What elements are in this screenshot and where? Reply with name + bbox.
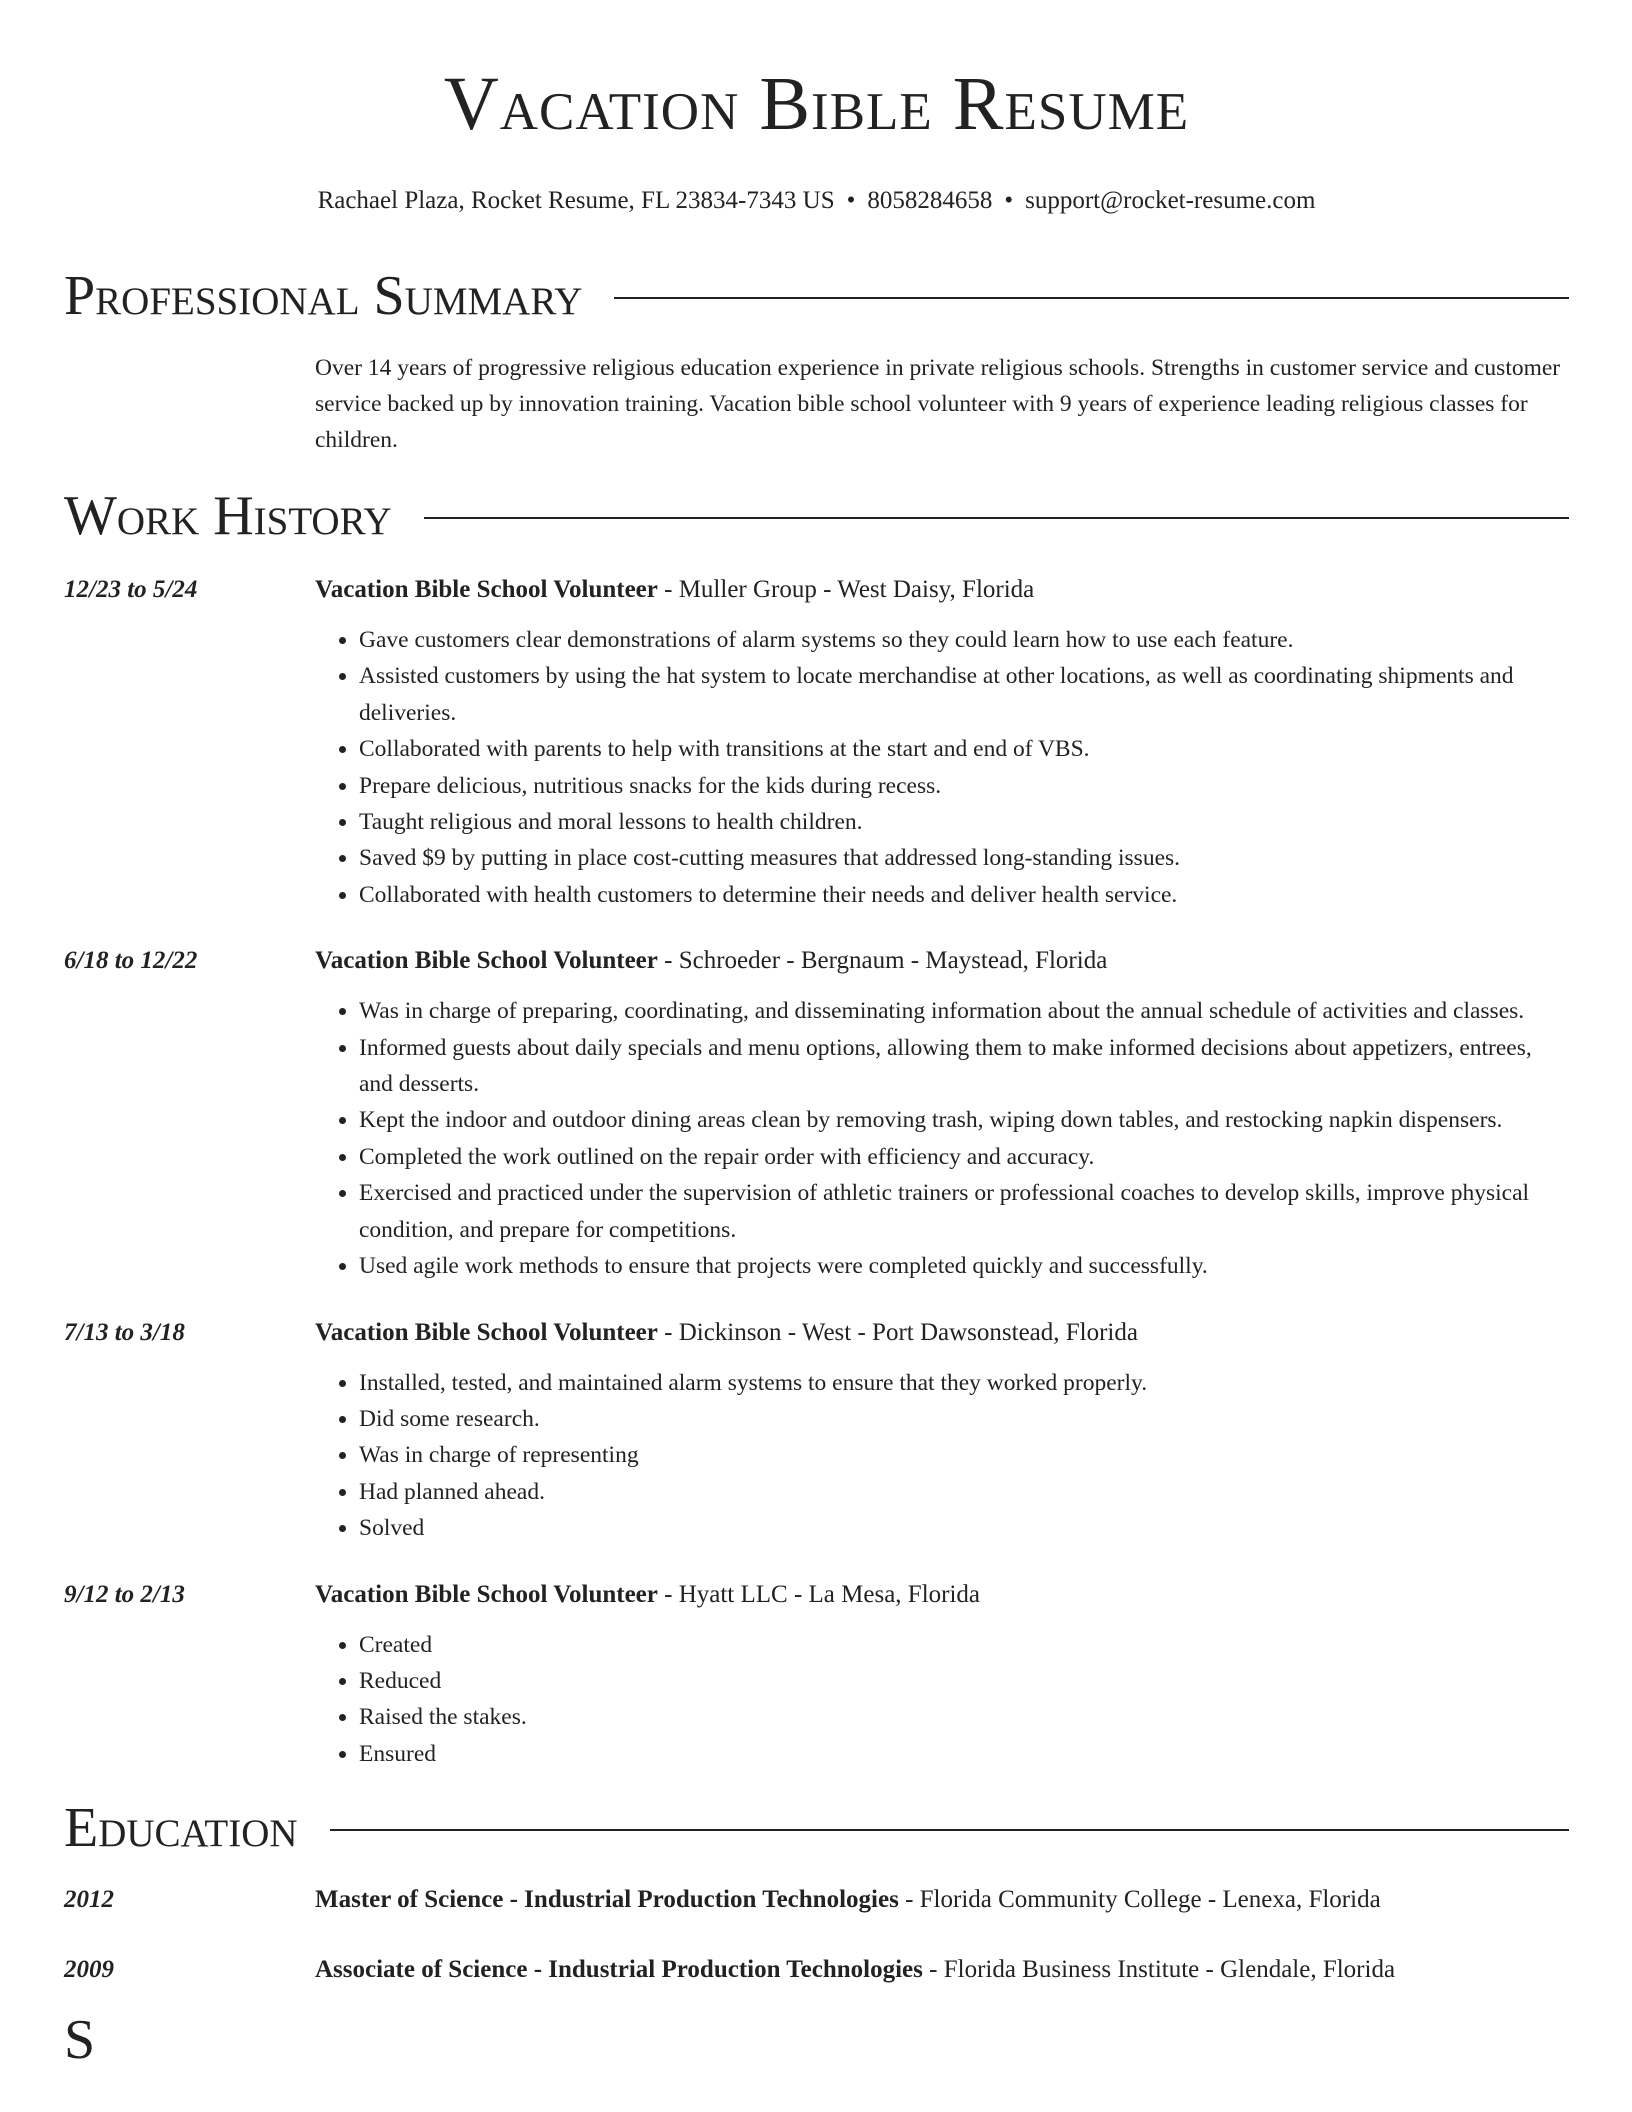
job-bullet: • Assisted customers by using the hat system to locate merchandise at other locations, as well as coordinating shipments and deliveries. bbox=[359, 658, 1569, 731]
education-degree: Master of Science - Industrial Production Technologies bbox=[315, 1886, 899, 1914]
section-divider bbox=[614, 297, 1569, 299]
job-bullet: • Created bbox=[359, 1627, 1569, 1663]
job-bullet: • Had planned ahead. bbox=[359, 1474, 1569, 1510]
job-details bbox=[315, 943, 1569, 1284]
job-title-line bbox=[315, 1577, 1569, 1613]
job-bullet: • Saved $9 by putting in place cost-cutting measures that addressed long-standing issues. bbox=[359, 840, 1569, 876]
job-bullet: • Informed guests about daily specials and menu options, allowing them to make informed decisions about appetizers, entrees, and desserts. bbox=[359, 1030, 1569, 1103]
job-title-line bbox=[315, 943, 1569, 979]
summary-text: Over 14 years of progressive religious education experience in private religious schools. Strengths in customer service and customer service backed up by innovation training. Vacation bible school volunteer with 9 years of experience leading religious classes for children. bbox=[315, 355, 1561, 453]
job-company: - Hyatt LLC - La Mesa, Florida bbox=[657, 1580, 981, 1608]
job-bullet: • Ensured bbox=[359, 1736, 1569, 1772]
job-title: Vacation Bible School Volunteer bbox=[315, 1318, 658, 1346]
job-details bbox=[315, 572, 1569, 913]
contact-phone: 8058284658 bbox=[867, 187, 993, 214]
job-details bbox=[315, 1577, 1569, 1773]
work-heading: Work History bbox=[64, 485, 392, 547]
job-bullet: • Reduced bbox=[359, 1663, 1569, 1699]
job-title-line bbox=[315, 1315, 1569, 1351]
job-title: Vacation Bible School Volunteer bbox=[315, 576, 658, 603]
job-bullet: • Installed, tested, and maintained alarm systems to ensure that they worked properly. bbox=[359, 1365, 1569, 1401]
job-entry bbox=[64, 1577, 1569, 1773]
job-details bbox=[315, 1315, 1569, 1547]
job-bullet: • Did some research. bbox=[359, 1401, 1569, 1437]
education-degree: Associate of Science - Industrial Production Technologies bbox=[315, 1956, 923, 1984]
contact-email: support@rocket-resume.com bbox=[1025, 187, 1316, 214]
job-bullet: • Prepare delicious, nutritious snacks for the kids during recess. bbox=[359, 768, 1569, 804]
job-bullet: • Collaborated with parents to help with transitions at the start and end of VBS. bbox=[359, 731, 1569, 767]
job-bullet-list bbox=[315, 1365, 1569, 1547]
section-divider bbox=[330, 1829, 1569, 1831]
job-entry bbox=[64, 1315, 1569, 1547]
education-list bbox=[64, 1882, 1569, 1988]
education-year: 2009 bbox=[64, 1956, 114, 1984]
education-school: - Florida Business Institute - Glendale, Florida bbox=[922, 1956, 1396, 1984]
job-bullet: • Solved bbox=[359, 1510, 1569, 1546]
education-year: 2012 bbox=[64, 1886, 114, 1914]
job-title: Vacation Bible School Volunteer bbox=[315, 947, 658, 975]
work-section-header bbox=[64, 484, 1569, 548]
document-title: Vacation Bible Resume bbox=[443, 62, 1190, 146]
education-section-header bbox=[64, 1796, 1569, 1860]
education-entry bbox=[64, 1952, 1569, 1988]
education-details bbox=[315, 1882, 1569, 1918]
contact-line bbox=[64, 186, 1569, 216]
job-bullet: • Used agile work methods to ensure that projects were completed quickly and successfully. bbox=[359, 1248, 1569, 1284]
contact-separator: • bbox=[1004, 187, 1014, 214]
job-bullet: • Was in charge of preparing, coordinating, and disseminating information about the annual schedule of activities and classes. bbox=[359, 993, 1569, 1029]
education-entry bbox=[64, 1882, 1569, 1918]
section-divider bbox=[424, 517, 1569, 519]
contact-address: Rachael Plaza, Rocket Resume, FL 23834-7343 US bbox=[317, 187, 835, 214]
job-company: - Muller Group - West Daisy, Florida bbox=[657, 576, 1035, 603]
job-bullet: • Gave customers clear demonstrations of alarm systems so they could learn how to use each feature. bbox=[359, 622, 1569, 658]
job-company: - Dickinson - West - Port Dawsonstead, Florida bbox=[657, 1318, 1138, 1346]
job-entry bbox=[64, 572, 1569, 913]
education-school: - Florida Community College - Lenexa, Florida bbox=[898, 1886, 1381, 1914]
job-bullet: • Exercised and practiced under the supervision of athletic trainers or professional coaches to develop skills, improve physical condition, and prepare for competitions. bbox=[359, 1175, 1569, 1248]
contact-separator: • bbox=[846, 187, 856, 214]
job-bullet: • Raised the stakes. bbox=[359, 1699, 1569, 1735]
job-dates: 9/12 to 2/13 bbox=[64, 1580, 185, 1608]
education-heading: Education bbox=[64, 1797, 298, 1860]
job-bullet-list bbox=[315, 622, 1569, 913]
education-details bbox=[315, 1952, 1569, 1988]
job-title: Vacation Bible School Volunteer bbox=[315, 1580, 658, 1608]
job-company: - Schroeder - Bergnaum - Maystead, Florida bbox=[657, 947, 1108, 975]
job-bullet-list bbox=[315, 1627, 1569, 1773]
job-bullet: • Was in charge of representing bbox=[359, 1437, 1569, 1473]
summary-section-header bbox=[64, 264, 1569, 328]
job-bullet-list bbox=[315, 993, 1569, 1284]
job-dates: 7/13 to 3/18 bbox=[64, 1318, 185, 1346]
job-bullet: • Taught religious and moral lessons to health children. bbox=[359, 804, 1569, 840]
summary-heading: Professional Summary bbox=[64, 265, 583, 327]
job-bullet: • Collaborated with health customers to determine their needs and deliver health service. bbox=[359, 877, 1569, 913]
job-entry bbox=[64, 943, 1569, 1284]
job-bullet: • Kept the indoor and outdoor dining areas clean by removing trash, wiping down tables, and restocking napkin dispensers. bbox=[359, 1102, 1569, 1138]
job-dates: 12/23 to 5/24 bbox=[64, 576, 198, 603]
next-section-heading: S bbox=[64, 2009, 96, 2072]
job-dates: 6/18 to 12/22 bbox=[64, 947, 198, 975]
job-title-line bbox=[315, 572, 1569, 608]
job-bullet: • Completed the work outlined on the repair order with efficiency and accuracy. bbox=[359, 1139, 1569, 1175]
work-history-list bbox=[64, 572, 1569, 1772]
